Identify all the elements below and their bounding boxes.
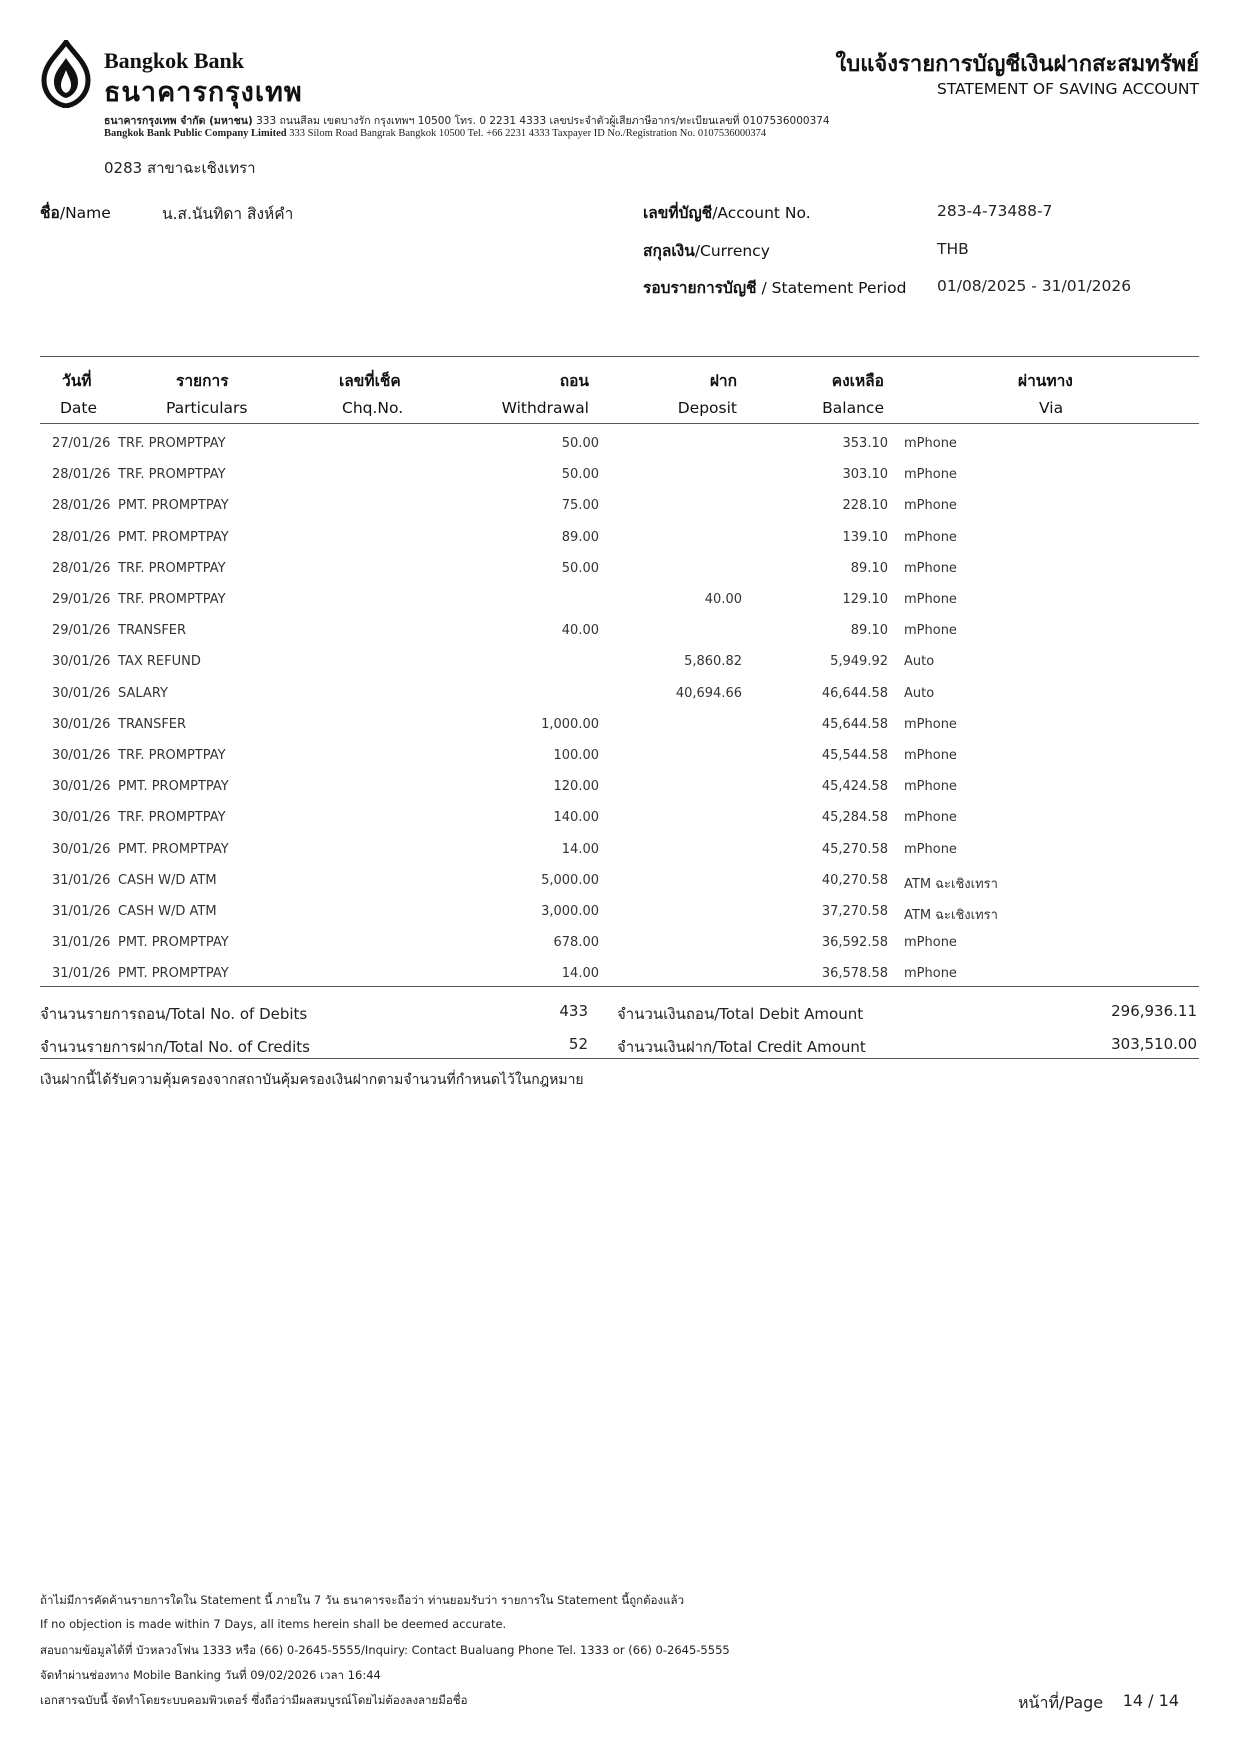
statement-title-th: ใบแจ้งรายการบัญชีเงินฝากสะสมทรัพย์ xyxy=(835,52,1199,77)
address-en-detail: 333 Silom Road Bangrak Bangkok 10500 Tel. +66 2231 4333 Taxpayer ID No./Registration No. 0107536000374 xyxy=(289,128,767,139)
address-th xyxy=(104,112,830,129)
cell-balance: 46,644.58 xyxy=(821,685,888,701)
cell-particulars: TRANSFER xyxy=(118,716,187,732)
cell-withdrawal: 100.00 xyxy=(553,748,599,763)
cell-date: 30/01/26 xyxy=(52,779,111,795)
header-via-en: Via xyxy=(1039,399,1064,417)
total-debits-count-label: จำนวนรายการถอน/Total No. of Debits xyxy=(40,1005,308,1023)
table-row xyxy=(40,623,1199,654)
cell-via: ATM ฉะเชิงเทรา xyxy=(904,876,998,892)
total-debit-amount: 296,936.11 xyxy=(1111,1002,1197,1020)
cell-particulars: SALARY xyxy=(118,685,168,701)
cell-particulars: PMT. PROMPTPAY xyxy=(118,529,229,545)
cell-deposit: 40,694.66 xyxy=(675,685,742,701)
cell-withdrawal: 75.00 xyxy=(561,498,599,514)
cell-date: 28/01/26 xyxy=(52,467,111,483)
logo-text-th: ธนาคารกรุงเทพ xyxy=(104,77,303,108)
header-balance-en: Balance xyxy=(822,399,884,417)
cell-balance: 89.10 xyxy=(850,560,888,576)
footer-inquiry: สอบถามข้อมูลได้ที่ บัวหลวงโฟน 1333 หรือ (66) 0-2645-5555/Inquiry: Contact Bualuang Phone Tel. 1333 or (66) 0-2645-5555 xyxy=(40,1643,730,1657)
cell-date: 30/01/26 xyxy=(52,748,111,763)
table-header-border xyxy=(40,423,1199,424)
cell-date: 28/01/26 xyxy=(52,529,111,545)
table-row xyxy=(40,966,1199,997)
cell-balance: 45,424.58 xyxy=(821,779,888,795)
cell-date: 31/01/26 xyxy=(52,904,111,919)
header-deposit-en: Deposit xyxy=(677,399,737,417)
header-balance-th: คงเหลือ xyxy=(831,372,884,390)
cell-date: 29/01/26 xyxy=(52,592,111,607)
bangkok-bank-logo-icon xyxy=(40,40,92,108)
page-label: หน้าที่/Page xyxy=(1018,1693,1104,1712)
cell-particulars: TRF. PROMPTPAY xyxy=(118,810,226,826)
cell-via: mPhone xyxy=(904,498,957,514)
name-value: น.ส.นันทิดา สิงห์คำ xyxy=(162,205,294,223)
table-row xyxy=(40,592,1199,623)
cell-date: 28/01/26 xyxy=(52,560,111,576)
currency-label: สกุลเงิน/Currency xyxy=(643,242,770,260)
table-row xyxy=(40,654,1199,685)
cell-balance: 36,578.58 xyxy=(821,966,888,982)
table-row xyxy=(40,530,1199,561)
address-en xyxy=(104,128,766,139)
cell-date: 31/01/26 xyxy=(52,872,111,888)
logo-text-en: Bangkok Bank xyxy=(104,48,245,73)
total-credits-count: 52 xyxy=(568,1035,588,1053)
header-particulars-th: รายการ xyxy=(176,372,229,390)
statement-title-en: STATEMENT OF SAVING ACCOUNT xyxy=(937,80,1199,98)
cell-particulars: CASH W/D ATM xyxy=(118,904,217,919)
cell-deposit: 5,860.82 xyxy=(684,654,742,670)
cell-particulars: TRANSFER xyxy=(118,623,187,639)
cell-date: 30/01/26 xyxy=(52,685,111,701)
cell-date: 29/01/26 xyxy=(52,623,111,639)
cell-particulars: PMT. PROMPTPAY xyxy=(118,498,229,514)
table-top-border xyxy=(40,356,1199,357)
total-credit-amount-label: จำนวนเงินฝาก/Total Credit Amount xyxy=(617,1038,866,1056)
cell-date: 28/01/26 xyxy=(52,498,111,514)
cell-via: mPhone xyxy=(904,560,957,576)
table-row xyxy=(40,810,1199,841)
cell-particulars: PMT. PROMPTPAY xyxy=(118,935,229,951)
cell-via: ATM ฉะเชิงเทรา xyxy=(904,908,998,923)
cell-particulars: CASH W/D ATM xyxy=(118,872,217,888)
cell-particulars: TRF. PROMPTPAY xyxy=(118,467,226,483)
cell-balance: 129.10 xyxy=(842,592,888,607)
cell-date: 30/01/26 xyxy=(52,654,111,670)
cell-via: mPhone xyxy=(904,810,957,826)
header-date-en: Date xyxy=(60,399,98,417)
header-deposit-th: ฝาก xyxy=(709,372,737,390)
cell-balance: 45,644.58 xyxy=(821,716,888,732)
table-row xyxy=(40,498,1199,529)
header-chq-th: เลขที่เช็ค xyxy=(339,372,401,390)
cell-balance: 36,592.58 xyxy=(821,935,888,951)
cell-particulars: TRF. PROMPTPAY xyxy=(118,560,226,576)
cell-withdrawal: 50.00 xyxy=(561,560,599,576)
table-row xyxy=(40,686,1199,717)
address-th-company: ธนาคารกรุงเทพ จำกัด (มหาชน) xyxy=(104,115,253,127)
cell-via: mPhone xyxy=(904,592,957,607)
footer-objection-th: ถ้าไม่มีการคัดค้านรายการใดใน Statement นี้ ภายใน 7 วัน ธนาคารจะถือว่า ท่านยอมรับว่า รายการใน Statement นี้ถูกต้องแล้ว xyxy=(40,1593,685,1607)
cell-balance: 353.10 xyxy=(842,436,888,451)
cell-balance: 37,270.58 xyxy=(821,904,888,919)
cell-particulars: TAX REFUND xyxy=(118,654,201,670)
table-bottom-border xyxy=(40,986,1199,987)
total-credits-count-label: จำนวนรายการฝาก/Total No. of Credits xyxy=(40,1038,310,1056)
cell-balance: 45,270.58 xyxy=(821,841,888,857)
address-th-detail: 333 ถนนสีลม เขตบางรัก กรุงเทพฯ 10500 โทร. 0 2231 4333 เลขประจำตัวผู้เสียภาษีอากร/ทะเบียนเลขที่ 0107536000374 xyxy=(256,115,830,127)
cell-via: mPhone xyxy=(904,779,957,795)
table-row xyxy=(40,467,1199,498)
cell-withdrawal: 14.00 xyxy=(561,841,599,857)
cell-date: 30/01/26 xyxy=(52,716,111,732)
cell-balance: 228.10 xyxy=(842,498,888,514)
header-withdrawal-th: ถอน xyxy=(559,372,589,390)
cell-via: Auto xyxy=(904,654,935,670)
cell-withdrawal: 5,000.00 xyxy=(541,872,599,888)
cell-withdrawal: 120.00 xyxy=(553,779,599,795)
cell-via: mPhone xyxy=(904,467,957,483)
account-no-value: 283-4-73488-7 xyxy=(937,202,1053,220)
cell-balance: 89.10 xyxy=(850,623,888,639)
page-number: 14 / 14 xyxy=(1122,1691,1179,1710)
cell-withdrawal: 40.00 xyxy=(561,623,599,639)
cell-particulars: PMT. PROMPTPAY xyxy=(118,966,229,982)
table-row xyxy=(40,842,1199,873)
cell-deposit: 40.00 xyxy=(704,592,742,607)
total-debit-amount-label: จำนวนเงินถอน/Total Debit Amount xyxy=(617,1005,864,1023)
cell-balance: 45,544.58 xyxy=(821,748,888,763)
cell-via: mPhone xyxy=(904,966,957,982)
cell-via: mPhone xyxy=(904,623,957,639)
cell-balance: 5,949.92 xyxy=(830,654,888,670)
table-row xyxy=(40,436,1199,467)
footer-computer-generated: เอกสารฉบับนี้ จัดทำโดยระบบคอมพิวเตอร์ ซึ่งถือว่ามีผลสมบูรณ์โดยไม่ต้องลงลายมือชื่อ xyxy=(40,1693,468,1707)
cell-via: mPhone xyxy=(904,716,957,732)
cell-withdrawal: 14.00 xyxy=(561,966,599,982)
cell-date: 27/01/26 xyxy=(52,436,111,451)
cell-particulars: PMT. PROMPTPAY xyxy=(118,841,229,857)
name-label: ชื่อ/Name xyxy=(40,204,111,222)
statement-period-label: รอบรายการบัญชี / Statement Period xyxy=(643,279,907,297)
table-row xyxy=(40,717,1199,748)
branch-name: 0283 สาขาฉะเชิงเทรา xyxy=(104,159,256,177)
header-withdrawal-en: Withdrawal xyxy=(501,399,589,417)
deposit-protection-note: เงินฝากนี้ได้รับความคุ้มครองจากสถาบันคุ้มครองเงินฝากตามจำนวนที่กำหนดไว้ในกฎหมาย xyxy=(40,1072,584,1088)
cell-date: 31/01/26 xyxy=(52,966,111,982)
cell-particulars: TRF. PROMPTPAY xyxy=(118,748,226,763)
summary-bottom-border xyxy=(40,1058,1199,1059)
cell-via: mPhone xyxy=(904,436,957,451)
table-row xyxy=(40,935,1199,966)
cell-via: mPhone xyxy=(904,841,957,857)
footer-generated: จัดทำผ่านช่องทาง Mobile Banking วันที่ 09/02/2026 เวลา 16:44 xyxy=(40,1668,381,1682)
total-debits-count: 433 xyxy=(559,1002,588,1020)
cell-balance: 45,284.58 xyxy=(821,810,888,826)
cell-via: Auto xyxy=(904,685,935,701)
cell-withdrawal: 1,000.00 xyxy=(541,716,599,732)
cell-withdrawal: 50.00 xyxy=(561,436,599,451)
cell-withdrawal: 89.00 xyxy=(561,529,599,545)
cell-particulars: TRF. PROMPTPAY xyxy=(118,592,226,607)
cell-balance: 303.10 xyxy=(842,467,888,483)
cell-particulars: TRF. PROMPTPAY xyxy=(118,436,226,451)
table-row xyxy=(40,748,1199,779)
header-date-th: วันที่ xyxy=(62,372,92,390)
table-row xyxy=(40,904,1199,935)
table-row xyxy=(40,873,1199,904)
table-row xyxy=(40,779,1199,810)
cell-withdrawal: 50.00 xyxy=(561,467,599,483)
header-via-th: ผ่านทาง xyxy=(1018,372,1073,390)
cell-date: 30/01/26 xyxy=(52,841,111,857)
cell-via: mPhone xyxy=(904,748,957,763)
table-row xyxy=(40,561,1199,592)
cell-withdrawal: 678.00 xyxy=(553,935,599,951)
header-particulars-en: Particulars xyxy=(166,399,248,417)
cell-via: mPhone xyxy=(904,529,957,545)
header-chq-en: Chq.No. xyxy=(342,399,404,417)
cell-via: mPhone xyxy=(904,935,957,951)
cell-particulars: PMT. PROMPTPAY xyxy=(118,779,229,795)
address-en-company: Bangkok Bank Public Company Limited xyxy=(104,128,287,139)
cell-withdrawal: 3,000.00 xyxy=(541,904,599,919)
cell-balance: 40,270.58 xyxy=(821,872,888,888)
cell-balance: 139.10 xyxy=(842,529,888,545)
cell-withdrawal: 140.00 xyxy=(553,810,599,826)
footer-objection-en: If no objection is made within 7 Days, all items herein shall be deemed accurate. xyxy=(40,1617,507,1631)
currency-value: THB xyxy=(937,240,969,258)
cell-date: 30/01/26 xyxy=(52,810,111,826)
total-credit-amount: 303,510.00 xyxy=(1111,1035,1197,1053)
account-no-label: เลขที่บัญชี/Account No. xyxy=(643,204,811,222)
cell-date: 31/01/26 xyxy=(52,935,111,951)
statement-period-value: 01/08/2025 - 31/01/2026 xyxy=(937,277,1132,295)
